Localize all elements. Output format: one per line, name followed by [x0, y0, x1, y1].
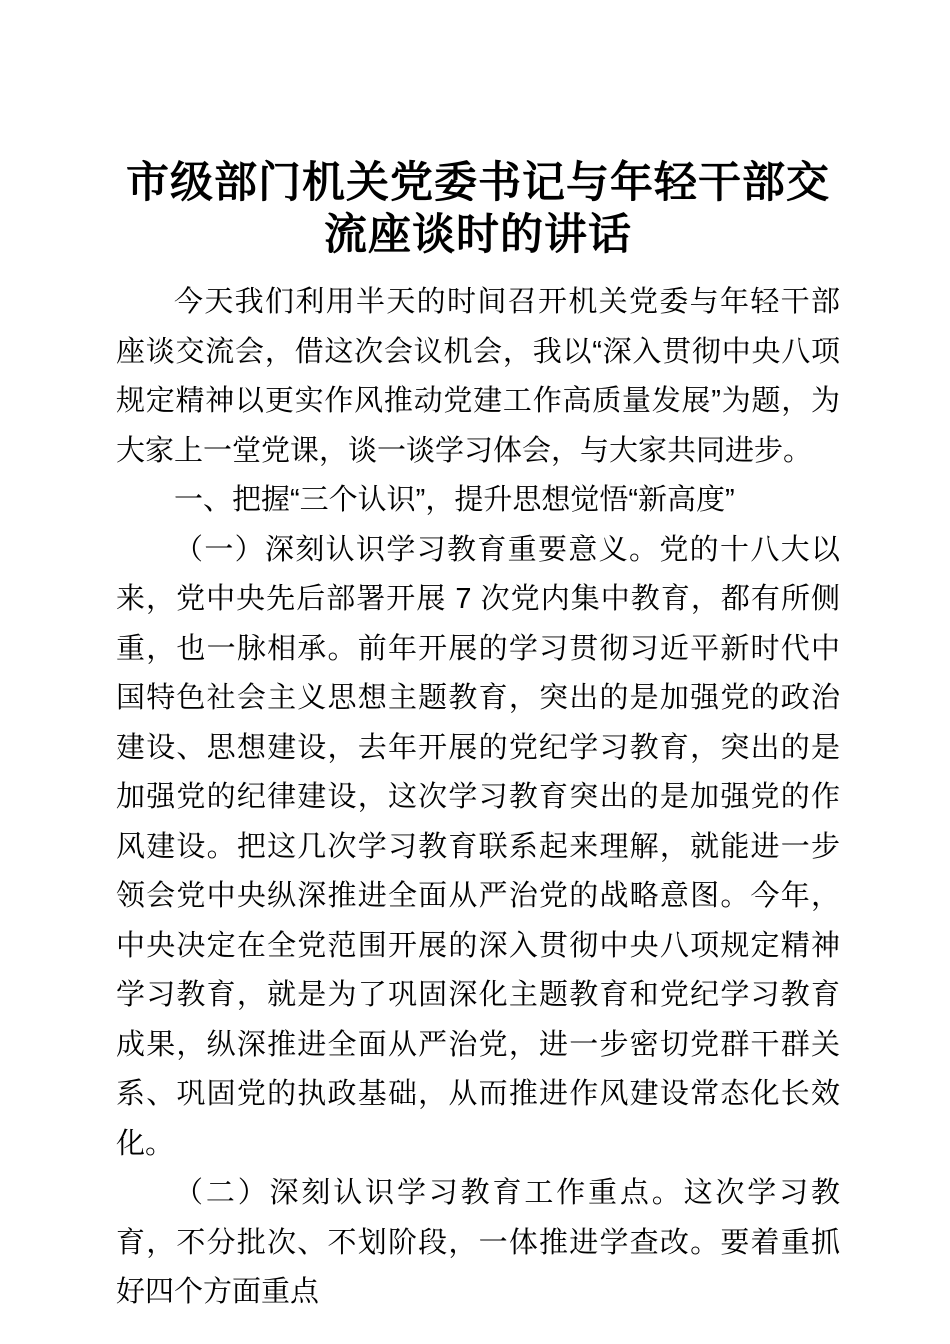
paragraph-point-2: （二）深刻认识学习教育工作重点。这次学习教育，不分批次、不划阶段，一体推进学查改。要着重抓好四个方面重点 — [116, 1177, 840, 1308]
document-title: 市级部门机关党委书记与年轻干部交流座谈时的讲话 — [126, 160, 830, 259]
section-heading-1: 一、把握“三个认识”，提升思想觉悟“新高度” — [174, 484, 735, 516]
document-body — [116, 278, 840, 1318]
paragraph-point-1: （一）深刻认识学习教育重要意义。党的十八大以来，党中央先后部署开展 7 次党内集中教育，都有所侧重，也一脉相承。前年开展的学习贯彻习近平新时代中国特色社会主义思想主题教育，突出的是加强党的政治建设、思想建设，去年开展的党纪学习教育，突出的是加强党的纪律建设，这次学习教育突出的是加强党的作风建设。把这几次学习教育联系起来理解，就能进一步领会党中央纵深推进全面从严治党的战略意图。今年，中央决定在全党范围开展的深入贯彻中央八项规定精神学习教育，就是为了巩固深化主题教育和党纪学习教育成果，纵深推进全面从严治党，进一步密切党群干群关系、巩固党的执政基础，从而推进作风建设常态化长效化。 — [116, 533, 840, 1160]
paragraph-intro: 今天我们利用半天的时间召开机关党委与年轻干部座谈交流会，借这次会议机会，我以“深入贯彻中央八项规定精神以更实作风推动党建工作高质量发展”为题，为大家上一堂党课，谈一谈学习体会，与大家共同进步。 — [116, 286, 840, 467]
